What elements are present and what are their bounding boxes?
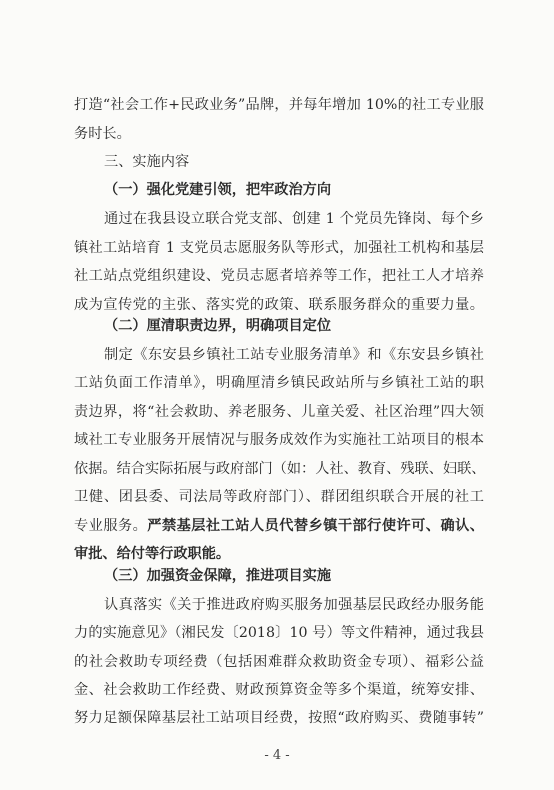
subsection-2-title: （二）厘清职责边界，明确项目定位 — [104, 318, 332, 334]
sub1-line-2: 镇社工站培育 1 支党员志愿服务队等形式，加强社工机构和基层 — [74, 240, 484, 256]
sub2-line-6: 卫健、团县委、司法局等政府部门）、群团组织联合开展的社工 — [74, 489, 484, 505]
sub3-line-3: 的社会救助专项经费（包括困难群众救助资金专项）、福彩公益 — [74, 654, 484, 670]
subsection-1-title: （一）强化党建引领，把牢政治方向 — [104, 182, 332, 198]
section-title: 三、实施内容 — [104, 154, 190, 170]
sub1-line-4: 成为宣传党的主张、落实党的政策、联系服务群众的重要力量。 — [74, 297, 484, 313]
sub2-line-7-bold: 严禁基层社工站人员代替乡镇干部行使许可、确认、 — [147, 518, 484, 534]
subsection-3-title: （三）加强资金保障，推进项目实施 — [104, 568, 332, 584]
intro-line-2: 务时长。 — [74, 126, 131, 142]
sub2-line-2: 工站负面工作清单》，明确厘清乡镇民政站所与乡镇社工站的职 — [74, 375, 484, 391]
sub2-line-3: 责边界，将“社会救助、养老服务、儿童关爱、社区治理”四大领 — [74, 404, 484, 420]
sub3-line-1: 认真落实《关于推进政府购买服务加强基层民政经办服务能 — [104, 597, 484, 613]
page-number: - 4 - — [264, 748, 290, 763]
sub3-line-5: 努力足额保障基层社工站项目经费，按照“政府购买、费随事转” — [74, 710, 484, 726]
sub2-line-4: 域社工专业服务开展情况与服务成效作为实施社工站项目的根本 — [74, 432, 484, 448]
sub3-line-4: 金、社会救助工作经费、财政预算资金等多个渠道，统筹安排、 — [74, 682, 484, 698]
sub1-line-1: 通过在我县设立联合党支部、创建 1 个党员先锋岗、每个乡 — [104, 211, 484, 227]
sub2-line-7 — [74, 516, 484, 536]
sub2-line-7-normal: 专业服务。 — [74, 518, 148, 534]
sub2-line-8: 审批、给付等行政职能。 — [74, 546, 231, 562]
sub2-line-1: 制定《东安县乡镇社工站专业服务清单》和《东安县乡镇社 — [104, 347, 484, 363]
intro-line-1: 打造“社会工作+民政业务”品牌，并每年增加 10%的社工专业服 — [74, 97, 484, 113]
sub3-line-2: 力的实施意见》（湘民发〔2018〕10 号）等文件精神，通过我县 — [74, 625, 484, 641]
sub2-line-5: 依据。结合实际拓展与政府部门（如：人社、教育、残联、妇联、 — [74, 461, 486, 477]
sub1-line-3: 社工站点党组织建设、党员志愿者培养等工作，把社工人才培养 — [74, 268, 484, 284]
